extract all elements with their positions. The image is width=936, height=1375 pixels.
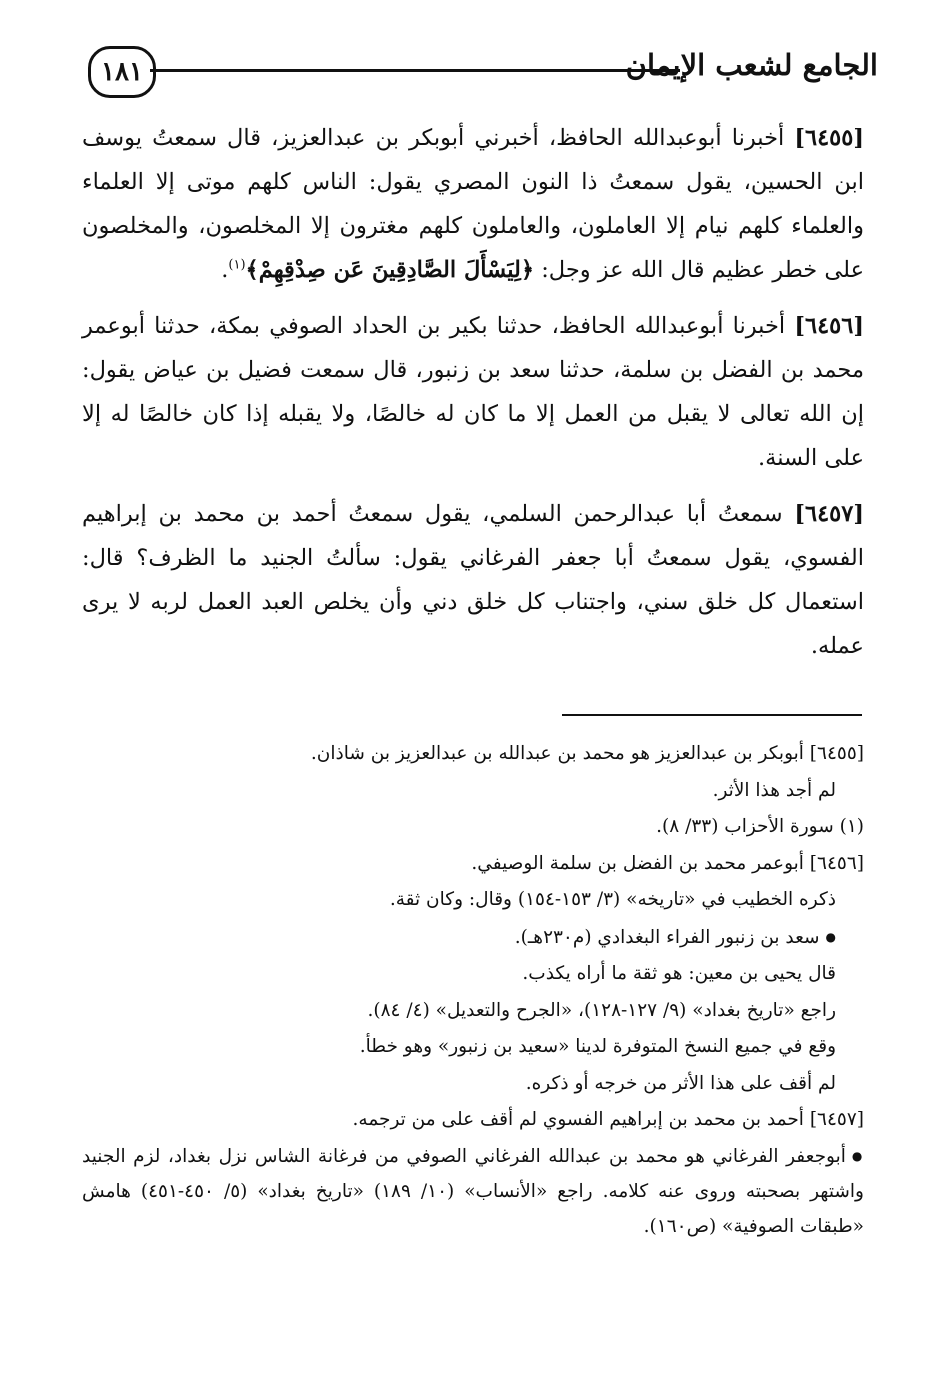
footnote-line: [٦٤٥٥] أبوبكر بن عبدالعزيز هو محمد بن عبدالله بن عبدالعزيز بن شاذان. <box>310 743 864 764</box>
hadith-number: [٦٤٥٧] <box>794 501 864 527</box>
footnote-line: [٦٤٥٦] أبوعمر محمد بن الفضل بن سلمة الوصيفي. <box>471 852 864 874</box>
footnote-line: راجع «تاريخ بغداد» (٩/ ١٢٧-١٢٨)، «الجرح والتعديل» (٤/ ٨٤). <box>367 999 836 1021</box>
paragraph-6457 <box>82 492 864 668</box>
footnote-line: قال يحيى بن معين: هو ثقة ما أراه يكذب. <box>522 963 836 984</box>
footnote-line: ذكره الخطيب في «تاريخه» (٣/ ١٥٣-١٥٤) وقال: وكان ثقة. <box>389 889 836 910</box>
footnote-line: (١) سورة الأحزاب (٣٣/ ٨). <box>656 816 864 837</box>
quran-verse: ﴿لِيَسْأَلَ الصَّادِقِينَ عَن صِدْقِهِمْ﴾ <box>245 257 535 283</box>
footnote-line: وقع في جميع النسخ المتوفرة لدينا «سعيد بن زنبور» وهو خطأ. <box>359 1036 836 1057</box>
footnote-line: [٦٤٥٧] أحمد بن محمد بن إبراهيم الفسوي لم أقف على من ترجمه. <box>352 1109 864 1130</box>
hadith-number: [٦٤٥٦] <box>794 313 864 339</box>
page-number: ١٨١ <box>88 46 156 98</box>
page-header <box>88 42 878 110</box>
footnote-mark: (١) <box>228 257 246 273</box>
hadith-number: [٦٤٥٥] <box>794 125 864 151</box>
paragraph-6455 <box>82 116 864 292</box>
footnote-separator <box>562 714 862 716</box>
footnote-bullet-line: ● أبوجعفر الفرغاني هو محمد بن عبدالله الفرغاني الصوفي من فرغانة الشاس نزل بغداد، لزم الجنيد واشتهر بصحبته وروى عنه كلامه. راجع «الأنساب» (١٠/ ١٨٩) «تاريخ بغداد» (٥/ ٤٥٠-٤٥١) هامش «طبقات الصوفية» (ص١٦٠). <box>82 1139 864 1244</box>
footnote-line: لم أجد هذا الأثر. <box>712 779 836 801</box>
footnote-bullet-line: ● سعد بن زنبور الفراء البغدادي (م٢٣٠هـ). <box>82 919 864 957</box>
footnote-line: لم أقف على هذا الأثر من خرجه أو ذكره. <box>525 1072 836 1094</box>
book-title: الجامع لشعب الإيمان <box>625 48 878 82</box>
paragraph-6456 <box>82 304 864 480</box>
footnotes <box>82 736 864 1244</box>
header-rule <box>150 69 680 72</box>
paragraph-end: . <box>221 257 229 283</box>
paragraph-text: أخبرنا أبوعبدالله الحافظ، أخبرني أبوبكر بن عبدالعزيز، قال سمعتُ يوسف ابن الحسين، يقول سمعتُ ذا النون المصري يقول: الناس كلهم موتى إلا العلماء والعلماء كلهم نيام إلا العاملون، والعاملون كلهم مغترون إلا المخلصون، والمخلصون على خطر عظيم قال الله عز وجل: <box>82 125 864 283</box>
paragraph-text: أخبرنا أبوعبدالله الحافظ، حدثنا بكير بن الحداد الصوفي بمكة، حدثنا أبوعمر محمد بن الفضل بن سلمة، حدثنا سعد بن زنبور، قال سمعت فضيل بن عياض يقول: إن الله تعالى لا يقبل من العمل إلا ما كان له خالصًا، ولا يقبله إذا كان خالصًا له إلا على السنة. <box>82 313 864 471</box>
main-text <box>82 116 864 680</box>
paragraph-text: سمعتُ أبا عبدالرحمن السلمي، يقول سمعتُ أحمد بن محمد بن إبراهيم الفسوي، يقول سمعتُ أبا جعفر الفرغاني يقول: سألتُ الجنيد ما الظرف؟ قال: استعمال كل خلق سني، واجتناب كل خلق دني وأن يخلص العبد العمل لربه لا يرى عمله. <box>82 501 864 659</box>
